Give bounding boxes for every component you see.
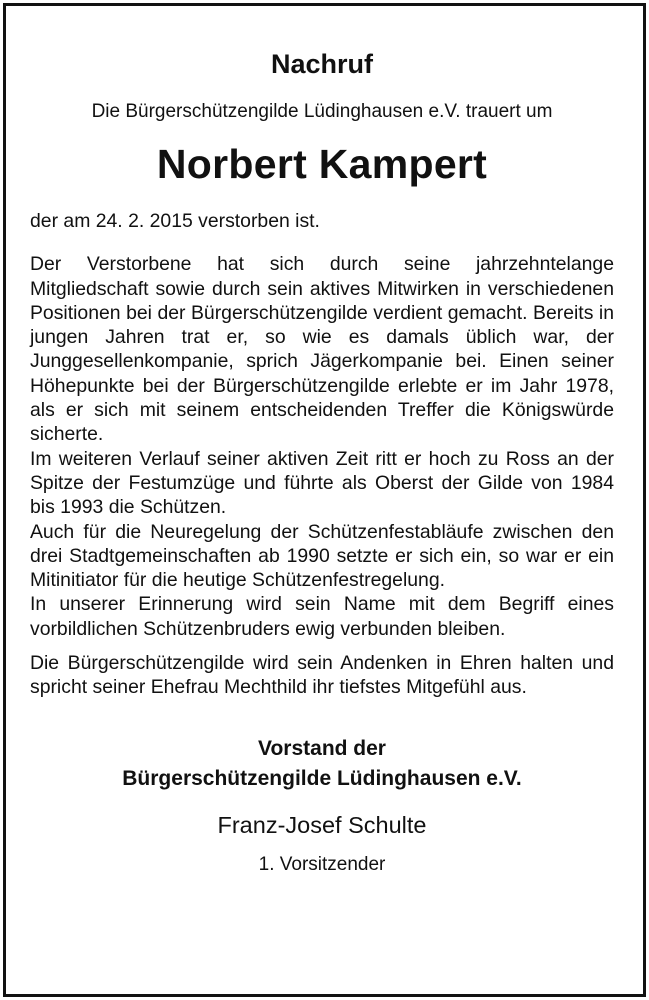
body-paragraph: In unserer Erinnerung wird sein Name mit dem Begriff eines vorbildlichen Schützenbruders ewig verbunden bleiben.	[30, 593, 614, 640]
board-line: Vorstand der	[258, 736, 386, 760]
notice-heading: Nachruf	[270, 49, 373, 79]
death-date-line: der am 24. 2. 2015 verstorben ist.	[30, 210, 320, 232]
obituary-body	[30, 252, 614, 641]
body-paragraph: Auch für die Neuregelung der Schützenfestabläufe zwischen den drei Stadtgemeinschaften ab 1990 setzte er sich ein, so war er ein Mitinitiator für die heutige Schützenfestregelung.	[30, 520, 614, 592]
body-paragraph: Im weiteren Verlauf seiner aktiven Zeit ritt er hoch zu Ross an der Spitze der Festumzüge und führte als Oberst der Gilde von 1984 bis 1993 die Schützen.	[30, 447, 614, 519]
signer-role: 1. Vorsitzender	[258, 853, 386, 875]
condolence-paragraph: Die Bürgerschützengilde wird sein Andenken in Ehren halten und spricht seiner Ehefrau Mechthild ihr tiefstes Mitgefühl aus.	[30, 652, 614, 699]
organization-name: Bürgerschützengilde Lüdinghausen e.V.	[122, 766, 522, 790]
body-paragraph: Der Verstorbene hat sich durch seine jahrzehntelange Mitgliedschaft sowie durch sein aktives Mitwirken in verschiedenen Positionen bei der Bürgerschützengilde verdient gemacht. Bereits in jungen Jahren trat er, so wie es damals üblich war, der Junggesellenkompanie, sprich Jägerkompanie bei. Einen seiner Höhepunkte bei der Bürgerschützengilde erlebte er im Jahr 1978, als er sich mit seinem entscheidenden Treffer die Königswürde sicherte.	[30, 253, 614, 446]
obituary-notice	[30, 47, 614, 878]
deceased-name: Norbert Kampert	[156, 141, 488, 187]
signer-name: Franz-Josef Schulte	[217, 811, 427, 838]
intro-line: Die Bürgerschützengilde Lüdinghausen e.V. trauert um	[91, 101, 553, 122]
